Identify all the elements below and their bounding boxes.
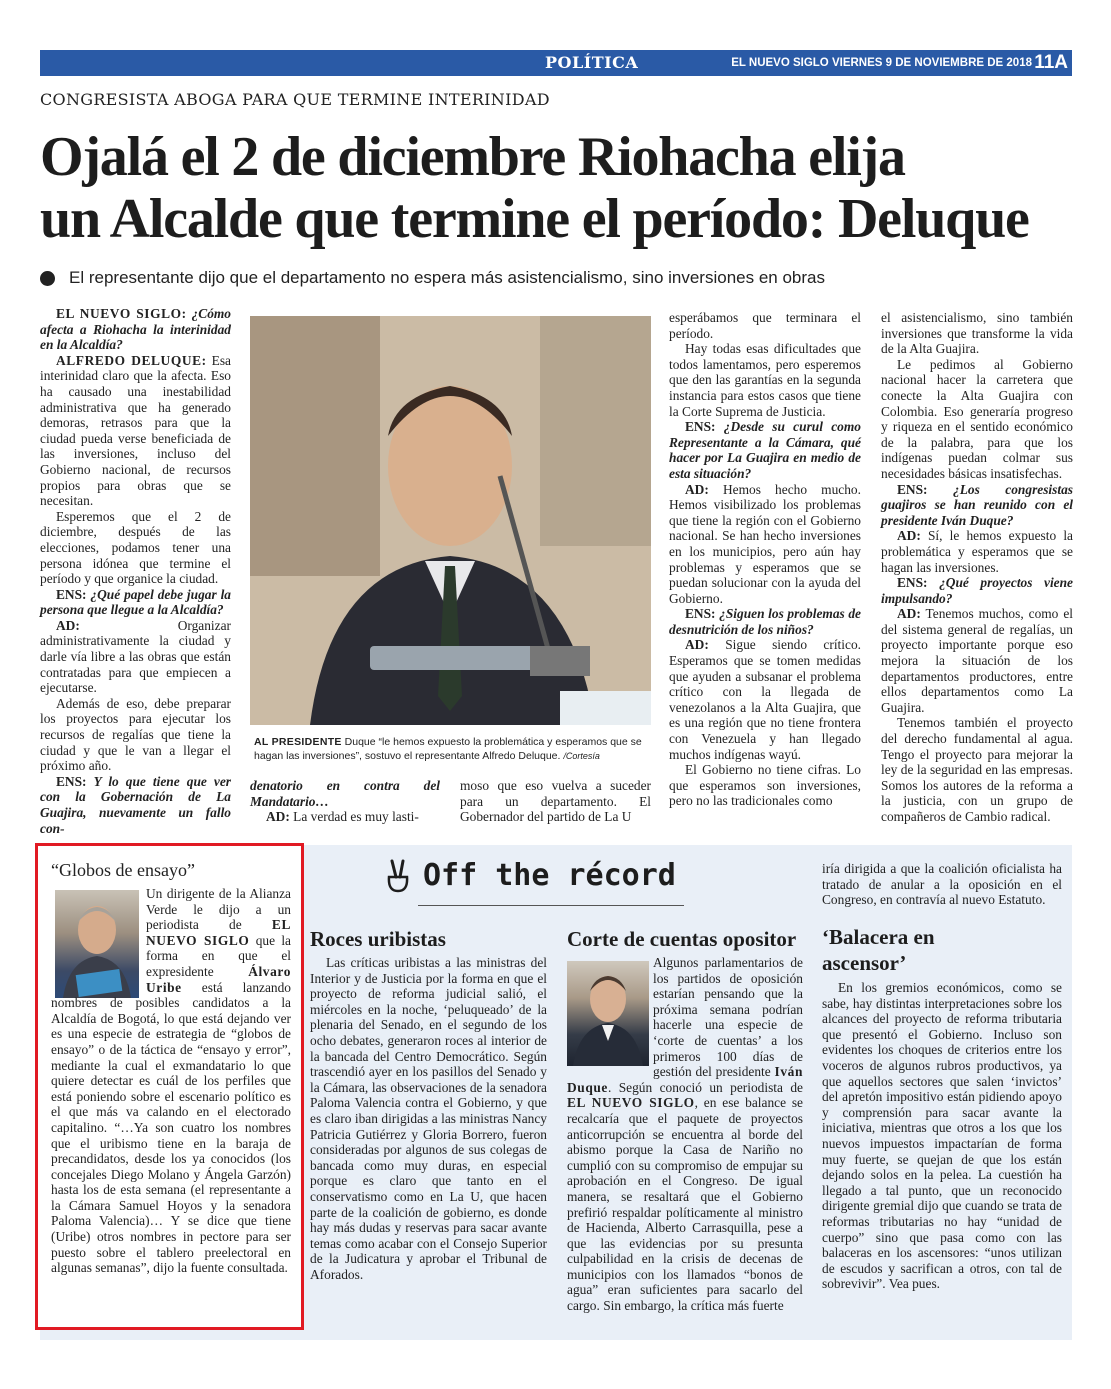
interviewee-label: AD: [897,606,921,622]
article-headline [40,126,1080,250]
newspaper-name: EL NUEVO SIGLO [567,1095,695,1111]
corte-text-a: Algunos parlamentarios de los partidos de oposición estarían pensando que la próxima semana podrían hacerle una especie de ‘corte de cuentas’ a los primeros 100 días de gestión del presidente [653,955,803,1080]
question: ¿Siguen los problemas de desnutrición de los niños? [669,606,861,637]
bullet-icon [40,271,55,286]
person-name: Álvaro Uribe [146,963,291,995]
paragraph: iría dirigida a que la coalición oficialista ha tratado de anular a la oposición en el Congreso, en contravía al nuevo Estatuto. [822,861,1062,908]
interviewee-label: AD: [56,617,80,633]
globos-text [51,886,291,1276]
person-name: Iván Duque [567,1064,803,1095]
interviewee-label: AD: [685,637,709,653]
interviewee-label: ALFREDO DELUQUE: [56,352,207,368]
answer: Hemos hecho mucho. Hemos visibilizado los problemas que tiene la región con el Gobierno nacional. Se han hecho inversiones en los municipios, pero aún hay problemas y esperamos que se puedan solucionar con la ayuda del Gobierno. [669,481,861,606]
paragraph: el asistencialismo, sino también inversiones que transforme la vida de la Alta Guajira. [881,310,1073,357]
off-the-record-title [383,858,676,893]
globos-text-c: está lanzando nombres de posibles candidatos a la Alcaldía de Bogotá, lo que está dejando ver es una especie de estrategia de “globos de ensayo” o de la táctica de “ensayo y error”, mediante la cual el exmandatario lo que quiere detectar es cuál de los perfiles que está poniendo sobre el escenario político es el que más va calando en el electorado capitalino. “…Ya son cuatro los nombres que el uribismo tiene en la baraja de precandidatos, desde los ya conocidos (los concejales Diego Molano y Ángela Garzón) hasta los de esta semana (el representante a la Cámara Samuel Hoyos y la senadora Paloma Valencia)… Y se dice que tiene (Uribe) otros nombres in pectore para ser puesto sobre el tablero preelectoral en algunas semanas”, dijo la fuente consultada. [51,979,291,1276]
roces-title: Roces uribistas [310,927,446,951]
interviewer-label: ENS: [56,773,87,789]
paragraph: Tenemos también el proyecto del derecho fundamental al agua. Tengo el proyecto para mejorar la ley de la seguridad en las empresas. Somos los autores de la reforma a la justicia, con un grupo de compañeros de Cambio radical. [881,715,1073,824]
question: ¿Los congresistas guajiros se han reunido con el presidente Iván Duque? [881,481,1073,528]
deluque-photo [250,316,651,725]
section-name: POLÍTICA [545,53,639,72]
answer: Tenemos muchos, como el del sistema general de regalías, un proyecto importante porque eso mejora la situación de los departamentos productores, entre ellos departamentos como La Guajira. [881,606,1074,715]
paragraph: Le pedimos al Gobierno nacional hacer la carretera que conecte la Alta Guajira con Colombia. Eso generaría progreso y riqueza en el sentido económico de la palabra, para que los indígenas puedan colmar sus necesidades básicas insatisfechas. [881,356,1073,481]
corte-text [567,955,803,1314]
article-kicker: CONGRESISTA ABOGA PARA QUE TERMINE INTERINIDAD [40,90,550,109]
paragraph: El Gobierno no tiene cifras. Lo que esperamos son inversiones, pero no las tradicionales como [669,762,861,809]
interviewee-label: AD: [266,809,290,825]
article-column-2a [250,778,440,825]
globos-text-a: Un dirigente de la Alianza Verde le dijo a un periodista de [146,886,291,933]
article-deck [40,268,825,288]
page-number: 11A [1034,52,1068,73]
photo-credit: /Cortesía [563,751,600,761]
answer: Sigue siendo crítico. Esperamos que se tomen medidas que ayuden a subsanar el problema crítico con la llegada de venezolanos a la Alta Guajira, que es una región que no tiene frontera con Venezuela y han llegado muchos indígenas wayú. [669,637,861,762]
question-continued: denatorio en contra del Mandatario… [250,778,440,809]
question: ¿Desde su curul como Representante a la Cámara, qué hacer por La Guajira en medio de esta situación? [669,419,861,481]
article-column-1 [40,306,231,836]
interviewer-label: ENS: [685,606,716,622]
interviewer-label: ENS: [897,481,928,497]
page-header-bar [40,50,1072,76]
paragraph: esperábamos que terminara el período. [669,310,861,341]
publication-date: EL NUEVO SIGLO VIERNES 9 DE NOVIEMBRE DE 2018 [731,57,1032,69]
article-column-3 [669,310,861,809]
interviewee-label: AD: [897,528,921,544]
interviewer-label: ENS: [685,419,716,435]
paragraph: moso que eso vuelva a suceder para un departamento. El Gobernador del partido de La U [460,778,651,825]
corte-title: Corte de cuentas opositor [567,927,797,951]
deck-text: El representante dijo que el departamento no espera más asistencialismo, sino inversiones en obras [69,268,825,287]
corte-text-b: . Según conoció un periodista de [607,1079,803,1095]
paragraph: Hay todas esas dificultades que todos lamentamos, pero esperemos que den las garantías en la segunda instancia para estos casos que tiene la Corte Suprema de Justicia. [669,341,861,419]
paragraph: Además de eso, debe preparar los proyectos para ejecutar los recursos de regalías que tiene la ciudad y que le van a llegar el próximo año. [40,695,231,774]
interviewer-label: EL NUEVO SIGLO: [56,306,187,321]
article-column-4 [881,310,1073,825]
title-underline [418,905,684,906]
balacera-title: ‘Balacera en ascensor’ [822,925,935,975]
headline-line-1: Ojalá el 2 de diciembre Riohacha elija [40,126,905,188]
globos-title: “Globos de ensayo” [51,860,195,880]
paragraph: Las críticas uribistas a las ministras del Interior y de Justicia por la forma en que el proyecto de reforma judicial salió, el miércoles en la noche, ‘peluqueado’ de la plenaria del Senado, en el segundo de los ocho debates, generaron roces al interior de la bancada del Centro Democrático. Según trascendió ayer en los pasillos del Senado y la Cámara, las observaciones de la senadora Paloma Valencia contra el Gobierno, y que es claro iban dirigidas a las ministras Nancy Patricia Gutiérrez y Gloria Borrero, fueron consideradas por algunos de sus colegas de bancada como muy duras, en especial porque es claro que tanto en el conservatismo como en La U, que hacen parte de la coalición de gobierno, es donde hay más dudas y reservas para sacar avante temas como acabar con el Consejo Superior de la Judicatura y aprobar el Tribunal de Aforados. [310,955,547,1282]
interviewer-label: ENS: [897,575,928,591]
photo-caption [254,735,654,763]
victory-hand-icon [383,859,413,893]
answer: Organizar administrativamente la ciudad y darle vía libre a las obras que están contratadas para que empiecen a ejecutarse. [40,617,231,696]
globos-text-b: que la forma en que el expresidente [146,932,291,979]
corte-text-c: , en ese balance se recalcaría que el paquete de proyectos anticorrupción se encuentra al borde del abismo porque la Casa de Nariño no cumplió con su compromiso de empujar su aprobación en el Congreso. De igual manera, se resaltará que el Gobierno prefirió respaldar políticamente al ministro de Hacienda, Alberto Carrasquilla, pese a que las evidencias por su presunta culpabilidad en la crisis de decenas de municipios con los llamados “bonos de agua” eran suficientes para sacarlo del cargo. Sin embargo, la crítica más fuerte [567,1095,804,1314]
paragraph: Esperemos que el 2 de diciembre, después de las elecciones, podamos tener una persona idónea que termine el período y que organice la ciudad. [40,508,231,587]
balacera-text [822,980,1062,1292]
answer: Sí, le hemos expuesto la problemática y esperamos que se hagan las inversiones. [881,528,1073,575]
photo-spacer [51,886,146,994]
interviewee-label: AD: [685,481,709,497]
article-column-2b [460,778,651,825]
headline-line-2: un Alcalde que termine el período: Deluque [40,188,1029,250]
paragraph: En los gremios económicos, como se sabe, hay distintas interpretaciones sobre los alcances del proyecto de reforma tributaria que presentó el Gobierno. Incluso son evidentes los choques de criterios entre los voceros de algunos rubros productivos, ya que aquellos sectores que salen ‘invictos’ del apretón impositivo están pidiendo apoyo y comprensión para sacar avante la iniciativa, mientras que otros a los que los nuevos impuestos impactarían de forma muy fuerte, se quejan de que los están dejando solos en la pelea. La cuestión ha llegado a tal punto, que un reconocido dirigente gremial dijo que cuando se trata de reformas tributarias no hay “unidad de cuerpo” sino que pasa como con las balaceras en los ascensores: “unos utilizan de escudos y sacrifican a otros, con tal de sobrevivir”. Vea pues. [822,980,1062,1292]
caption-lead: AL PRESIDENTE [254,736,342,748]
caption-text: Duque “le hemos expuesto la problemática y esperamos que se hagan las inversiones”, sostuvo el representante Alfredo Deluque. [254,736,642,762]
deluque-illustration [250,316,651,725]
photo-spacer [567,955,653,1067]
question: ¿Qué proyectos viene impulsando? [881,575,1073,606]
question: ¿Qué papel debe jugar la persona que llegue a la Alcaldía? [40,586,231,618]
answer: Esa interinidad claro que la afecta. Eso ha causado una inestabilidad administrativa que ha generado demoras, retrasos para que la ciudad pueda verse beneficiada de las inversiones, incluso del Gobierno nacional, de recursos propios para obras que se necesitan. [40,352,231,509]
question: ¿Cómo afecta a Riohacha la interinidad en la Alcaldía? [40,306,231,353]
answer: La verdad es muy lasti- [293,809,419,825]
off-the-record-label: Off the récord [423,858,676,893]
roces-text [310,955,547,1282]
interviewer-label: ENS: [56,586,87,602]
newspaper-name: EL NUEVO SIGLO [146,917,291,948]
question: Y lo que tiene que ver con la Gobernación de La Guajira, nuevamente un fallo con- [40,773,231,836]
corte-continued [822,861,1062,908]
